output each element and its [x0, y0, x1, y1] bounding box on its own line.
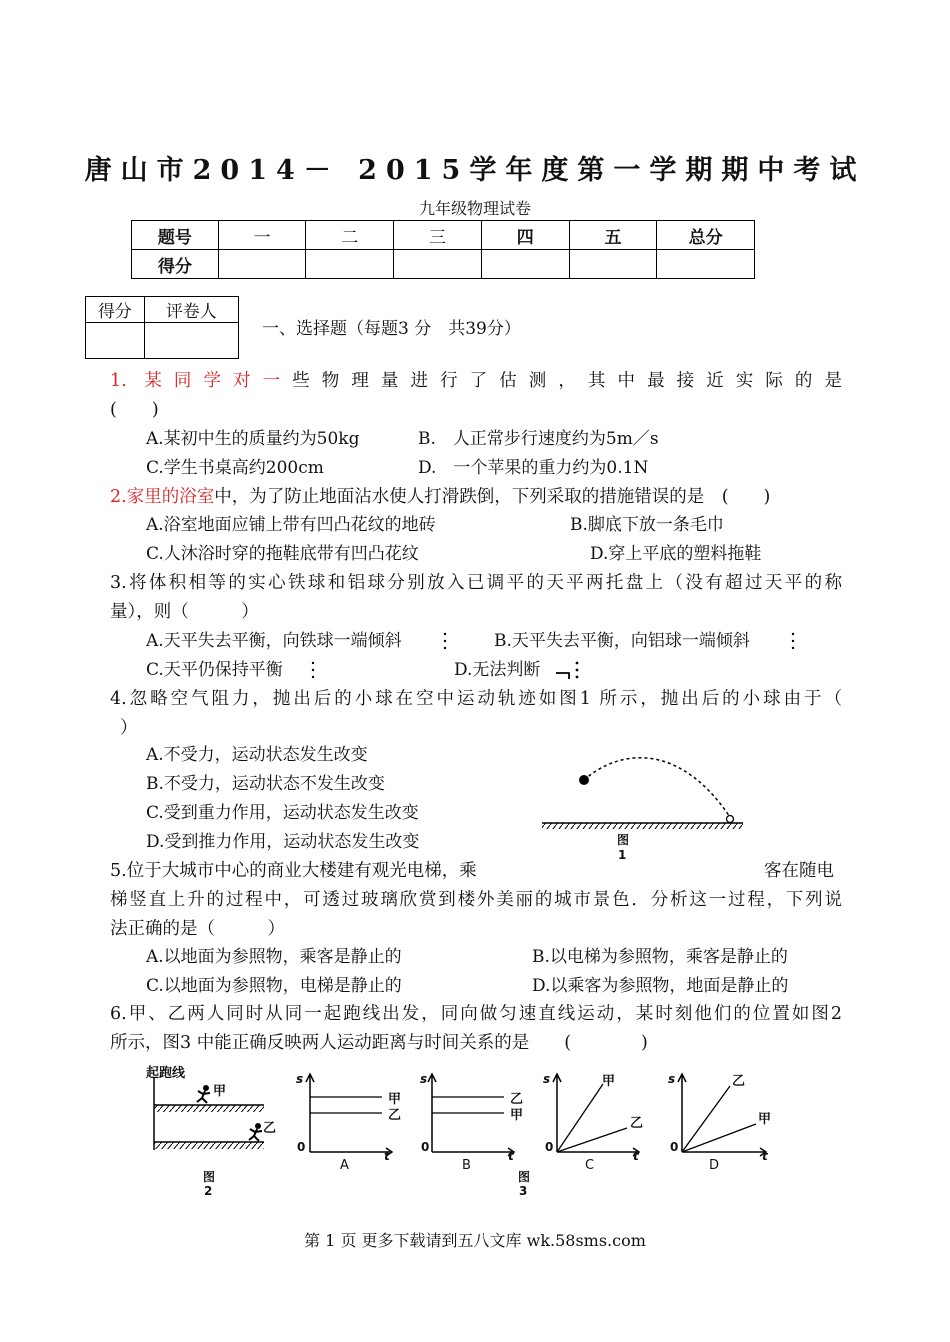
fig3-d-axis-t: t — [762, 1149, 768, 1163]
fig3-a-axis-s: s — [296, 1072, 304, 1086]
dot-marks — [440, 630, 450, 652]
question-4-stem-line2: ） — [120, 718, 138, 738]
question-4-stem: 4.忽略空气阻力，抛出后的小球在空中运动轨迹如图1 所示，抛出后的小球由于（ — [110, 689, 842, 709]
fig3-c-origin: 0 — [545, 1140, 554, 1154]
fig3-c-yi: 乙 — [630, 1116, 644, 1131]
fig3-b-jia: 甲 — [510, 1108, 524, 1123]
question-5-stem-line2: 梯竖直上升的过程中，可透过玻璃欣赏到楼外美丽的城市景色．分析这一过程，下列说 — [110, 890, 842, 910]
figure-3-caption: 图 — [518, 1170, 531, 1184]
grader-name-cell — [144, 323, 238, 359]
q4-option-a: A.不受力，运动状态发生改变 — [146, 745, 368, 765]
runner-jia-icon — [197, 1085, 210, 1103]
question-1-bracket: ( ) — [110, 400, 159, 420]
q3-option-b: B.天平失去平衡，向铝球一端倾斜 — [494, 631, 750, 651]
question-6-stem: 6.甲、乙两人同时从同一起跑线出发，同向做匀速直线运动，某时刻他们的位置如图2 — [110, 1004, 842, 1024]
page-subtitle: 九年级物理试卷 — [418, 199, 531, 218]
fig3-a-axis-t: t — [384, 1149, 390, 1163]
fig3-a-yi: 乙 — [388, 1108, 402, 1123]
fig3-panel-c-label: C — [585, 1158, 595, 1173]
question-3-stem: 3.将体积相等的实心铁球和铝球分别放入已调平的天平两托盘上（没有超过天平的称 — [110, 573, 842, 593]
runner-yi-icon — [249, 1123, 262, 1141]
q5-option-d: D.以乘客为参照物，地面是静止的 — [532, 976, 789, 996]
fig3-a-jia: 甲 — [388, 1092, 402, 1107]
q3-option-a: A.天平失去平衡，向铁球一端倾斜 — [146, 631, 402, 651]
fig3-c-jia: 甲 — [602, 1074, 616, 1089]
figure-1-caption: 图 — [617, 833, 630, 847]
q4-option-b: B.不受力，运动状态不发生改变 — [146, 774, 385, 794]
question-1-number: 1. 某同学对一 — [110, 371, 293, 391]
grader-box — [85, 296, 239, 359]
fig3-a-origin: 0 — [297, 1140, 306, 1154]
q4-option-d: D.受到推力作用，运动状态发生改变 — [146, 832, 420, 852]
page-title: 唐山市2014－ 2015学年度第一学期期中考试 — [84, 155, 866, 186]
section-heading: 一、选择题（每题3 分 共39分） — [262, 319, 521, 339]
question-2-stem: 2.家里的浴室中，为了防止地面沾水使人打滑跌倒，下列采取的措施错误的是 ( ) — [110, 487, 771, 507]
q2-option-a: A.浴室地面应铺上带有凹凸花纹的地砖 — [146, 515, 436, 535]
question-2-number: 2.家里的浴室 — [110, 487, 215, 507]
figure-2-caption-num: 2 — [204, 1184, 213, 1198]
fig2-yi-label: 乙 — [263, 1121, 277, 1136]
dot-marks — [788, 630, 798, 652]
question-6-stem-line2: 所示，图3 中能正确反映两人运动距离与时间关系的是 ( ) — [110, 1033, 648, 1053]
grader-name-label: 评卷人 — [144, 297, 238, 323]
fig3-c-axis-s: s — [543, 1072, 551, 1086]
q1-option-d: D. 一个苹果的重力约为0.1N — [418, 458, 649, 478]
score-cell — [569, 250, 657, 279]
fig3-panel-b-label: B — [462, 1158, 471, 1173]
fig3-d-yi: 乙 — [732, 1074, 746, 1089]
fig3-d-origin: 0 — [670, 1140, 679, 1154]
fig3-b-axis-s: s — [420, 1072, 428, 1086]
figure-1-trajectory — [538, 745, 753, 865]
score-cell — [306, 250, 394, 279]
q2-option-d: D.穿上平底的塑料拖鞋 — [590, 544, 762, 564]
q2-option-c: C.人沐浴时穿的拖鞋底带有凹凸花纹 — [146, 544, 419, 564]
fig3-d-jia: 甲 — [758, 1112, 772, 1127]
page-footer: 第 1 页 更多下载请到五八文库 wk.58sms.com — [304, 1231, 646, 1250]
score-row-label: 得分 — [132, 250, 219, 279]
grader-score-label: 得分 — [86, 297, 145, 323]
score-cell — [218, 250, 306, 279]
fig3-c-axis-t: t — [633, 1149, 639, 1163]
q2-option-b: B.脚底下放一条毛巾 — [570, 515, 724, 535]
score-cell — [394, 250, 482, 279]
figure-1-caption-num: 1 — [618, 848, 627, 862]
score-table — [131, 220, 755, 279]
q3-option-d: D.无法判断 — [454, 660, 541, 680]
score-header-cell: 题号 — [132, 221, 219, 250]
score-cell — [657, 250, 755, 279]
score-header-cell: 三 — [394, 221, 482, 250]
question-3-stem-line2: 量），则（ ） — [110, 602, 259, 622]
fig2-jia-label: 甲 — [213, 1084, 227, 1099]
score-header-cell: 四 — [481, 221, 569, 250]
fig3-b-axis-t: t — [508, 1149, 514, 1163]
start-line-label: 起跑线 — [146, 1066, 186, 1081]
figure-2-caption: 图 — [203, 1170, 216, 1184]
q1-option-b: B. 人正常步行速度约为5m／s — [418, 429, 659, 449]
dot-marks — [308, 659, 318, 681]
q1-option-c: C.学生书桌高约200cm — [146, 458, 324, 478]
question-1-stem: 1. 某同学对一些物理量进行了估测，其中最接近实际的是 — [110, 371, 843, 391]
q3-option-c: C.天平仍保持平衡 — [146, 660, 283, 680]
score-header-cell: 一 — [218, 221, 306, 250]
fig3-panel-d-label: D — [709, 1158, 720, 1173]
fig3-panel-a-label: A — [340, 1158, 349, 1173]
q4-option-c: C.受到重力作用，运动状态发生改变 — [146, 803, 419, 823]
question-5-stem: 5.位于大城市中心的商业大楼建有观光电梯，乘 — [110, 861, 477, 881]
dot-marks — [555, 659, 585, 681]
question-5-stem-tail: 客在随电 — [764, 861, 834, 881]
figure-3-caption-num: 3 — [519, 1184, 528, 1198]
score-header-cell: 总分 — [657, 221, 755, 250]
q1-option-a: A.某初中生的质量约为50kg — [146, 429, 360, 449]
score-header-cell: 五 — [569, 221, 657, 250]
score-cell — [481, 250, 569, 279]
question-5-stem-line3: 法正确的是（ ） — [110, 919, 285, 939]
score-header-cell: 二 — [306, 221, 394, 250]
q5-option-a: A.以地面为参照物，乘客是静止的 — [146, 947, 402, 967]
fig3-b-yi: 乙 — [510, 1092, 524, 1107]
q5-option-c: C.以地面为参照物，电梯是静止的 — [146, 976, 402, 996]
fig3-b-origin: 0 — [421, 1140, 430, 1154]
figure-3-panel-a — [290, 1070, 400, 1160]
grader-score-cell — [86, 323, 145, 359]
fig3-d-axis-s: s — [668, 1072, 676, 1086]
q5-option-b: B.以电梯为参照物，乘客是静止的 — [532, 947, 788, 967]
